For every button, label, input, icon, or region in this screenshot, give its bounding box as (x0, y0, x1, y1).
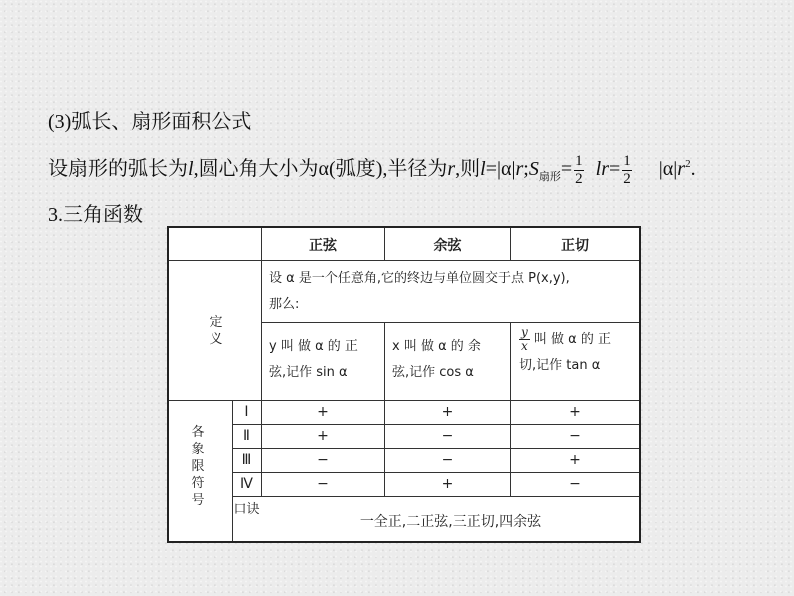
row-divider (261, 322, 639, 323)
sine-definition-line-2: 弦,记作 sin α (269, 365, 348, 380)
sign-cell: − (441, 452, 454, 468)
mnemonic-text: 一全正,二正弦,三正切,四余弦 (359, 514, 542, 530)
sign-cell: + (441, 404, 454, 420)
tangent-fraction-den: x (521, 339, 528, 353)
row-divider (169, 400, 639, 401)
definition-intro (269, 266, 635, 318)
formula-abs-alpha: |α| (658, 158, 678, 180)
formula-eq-abs: =|α| (485, 158, 516, 180)
row-divider (232, 424, 639, 425)
tangent-definition-text-1: 叫 做 α 的 正 (533, 332, 612, 347)
header-tangent: 正切 (561, 238, 589, 254)
col-divider (232, 400, 233, 541)
fraction-half-2-den: 2 (623, 170, 631, 187)
tangent-definition-line-2: 切,记作 tan α (519, 358, 601, 373)
row-divider (232, 448, 639, 449)
mnemonic-label: 口诀 (233, 502, 260, 517)
col-divider (261, 260, 262, 322)
formula-S: S (528, 158, 539, 180)
quadrant-name: Ⅱ (243, 428, 250, 444)
header-sine: 正弦 (309, 238, 337, 254)
formula-text-1: 设扇形的弧长为 (48, 158, 188, 180)
fraction-half-1 (574, 153, 584, 188)
quadrant-name: Ⅰ (244, 404, 249, 420)
row-divider (232, 496, 639, 497)
formula-eq: = (560, 158, 573, 180)
fraction-half-1-den: 2 (575, 170, 583, 187)
sign-cell: − (317, 452, 329, 468)
arc-formula-line (48, 152, 696, 188)
definition-intro-line-1: 设 α 是一个任意角,它的终边与单位圆交于点 P(x,y), (269, 271, 570, 286)
formula-l-eq: l (480, 158, 486, 180)
tangent-fraction (519, 326, 530, 353)
sign-cell: + (569, 452, 581, 468)
sign-cell: + (317, 404, 329, 420)
sign-cell: − (569, 476, 581, 492)
row-divider (232, 472, 639, 473)
cosine-definition (392, 334, 507, 386)
formula-text-2: ,圆心角大小为α(弧度),半径为 (193, 158, 448, 180)
cosine-definition-line-1: x 叫 做 α 的 余 (392, 339, 481, 354)
sign-cell: − (441, 428, 454, 444)
row-divider (169, 260, 639, 261)
formula-lr: lr (595, 158, 609, 180)
formula-r2: r (677, 158, 686, 180)
col-divider (261, 322, 262, 400)
section-heading-arc-formula: (3)弧长、扇形面积公式 (48, 111, 252, 133)
tangent-fraction-num: y (521, 325, 528, 339)
definition-intro-line-2: 那么: (269, 297, 300, 312)
definition-label: 定义 (209, 315, 223, 347)
quadrant-sign-label: 各象限符号 (191, 425, 205, 508)
formula-r-end: r (515, 158, 524, 180)
sign-cell: + (317, 428, 329, 444)
tangent-definition-line-1 (519, 326, 637, 353)
cosine-definition-line-2: 弦,记作 cos α (392, 365, 474, 380)
quadrant-name: Ⅳ (240, 476, 253, 492)
sign-cell: + (569, 404, 581, 420)
sign-cell: + (441, 476, 454, 492)
formula-r2-sup: 2 (685, 158, 691, 170)
sign-cell: − (569, 428, 581, 444)
sine-definition (269, 334, 381, 386)
fraction-half-2 (622, 153, 632, 188)
formula-l-var: l (188, 158, 194, 180)
trig-function-table (167, 226, 641, 543)
sign-cell: − (317, 476, 329, 492)
formula-eq2: = (608, 158, 621, 180)
header-cosine: 余弦 (433, 238, 462, 254)
quadrant-name: Ⅲ (241, 452, 252, 468)
section-heading-trig: 3.三角函数 (48, 204, 143, 226)
formula-S-sub: 扇形 (538, 171, 561, 183)
formula-semicolon: ; (523, 158, 529, 180)
tangent-definition (519, 326, 637, 379)
sine-definition-line-1: y 叫 做 α 的 正 (269, 339, 358, 354)
formula-r-var: r (447, 158, 456, 180)
formula-period: . (690, 158, 696, 180)
fraction-half-2-num: 1 (623, 152, 631, 169)
fraction-half-1-num: 1 (575, 152, 583, 169)
formula-text-3: ,则 (455, 158, 481, 180)
